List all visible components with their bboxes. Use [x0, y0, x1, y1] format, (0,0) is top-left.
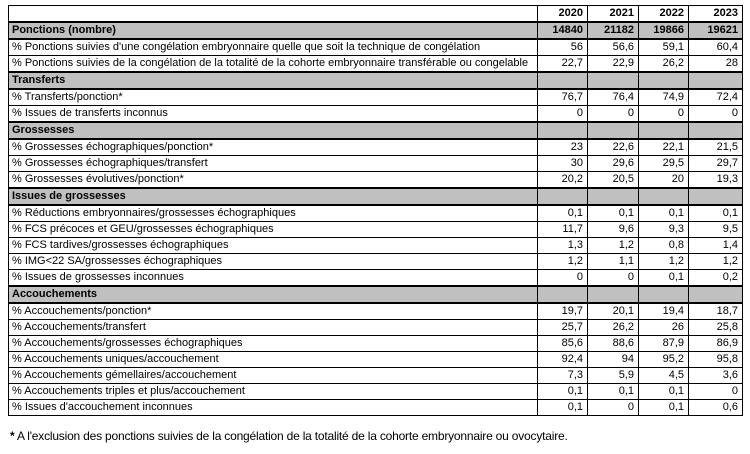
table-row — [9, 156, 743, 172]
table-row — [9, 106, 743, 123]
table-row — [9, 22, 743, 39]
row-value: 59,1 — [639, 39, 689, 56]
row-value: 56 — [538, 39, 588, 56]
year-header-empty-cell — [9, 6, 538, 23]
row-value: 0 — [538, 106, 588, 123]
year-header-cell-2023: 2023 — [689, 6, 743, 23]
row-value: 20 — [639, 172, 689, 189]
footnote-marker: * — [10, 429, 15, 443]
row-value: 1,2 — [639, 254, 689, 270]
row-value: 21,5 — [689, 139, 743, 156]
table-row — [9, 400, 743, 416]
row-value: 26 — [639, 320, 689, 336]
table-row — [9, 320, 743, 336]
row-value: 72,4 — [689, 89, 743, 106]
row-label: % Accouchements/transfert — [9, 320, 538, 336]
row-value — [538, 286, 588, 303]
row-label: % Accouchements/grossesses échographiques — [9, 336, 538, 352]
row-value: 0,6 — [689, 400, 743, 416]
row-value: 28 — [689, 56, 743, 73]
row-value: 0,1 — [639, 205, 689, 222]
row-label: % Issues de transferts inconnus — [9, 106, 538, 123]
row-value — [588, 188, 639, 205]
row-label: % FCS tardives/grossesses échographiques — [9, 238, 538, 254]
table-row — [9, 368, 743, 384]
row-value: 29,6 — [588, 156, 639, 172]
row-value: 30 — [538, 156, 588, 172]
row-value: 1,3 — [538, 238, 588, 254]
row-value: 0,1 — [588, 205, 639, 222]
row-value: 19866 — [639, 22, 689, 39]
row-value — [639, 122, 689, 139]
row-value: 88,6 — [588, 336, 639, 352]
row-value: 95,2 — [639, 352, 689, 368]
row-value: 0 — [588, 106, 639, 123]
row-label: % Transferts/ponction* — [9, 89, 538, 106]
table-row — [9, 384, 743, 400]
row-value: 19,3 — [689, 172, 743, 189]
row-value: 76,4 — [588, 89, 639, 106]
row-label: Ponctions (nombre) — [9, 22, 538, 39]
row-label: % IMG<22 SA/grossesses échographiques — [9, 254, 538, 270]
table-row — [9, 56, 743, 73]
row-value: 7,3 — [538, 368, 588, 384]
row-value: 9,5 — [689, 222, 743, 238]
row-value — [639, 188, 689, 205]
row-value — [689, 122, 743, 139]
year-header-cell-2020: 2020 — [538, 6, 588, 23]
row-value — [538, 188, 588, 205]
row-label: Transferts — [9, 72, 538, 89]
row-value: 56,6 — [588, 39, 639, 56]
row-label: % Issues de grossesses inconnues — [9, 270, 538, 287]
row-value — [588, 122, 639, 139]
table-row — [9, 89, 743, 106]
row-value: 0,1 — [689, 205, 743, 222]
row-label: % Grossesses échographiques/ponction* — [9, 139, 538, 156]
row-value: 20,5 — [588, 172, 639, 189]
row-value: 23 — [538, 139, 588, 156]
table-row — [9, 205, 743, 222]
row-value: 95,8 — [689, 352, 743, 368]
table-row — [9, 303, 743, 320]
table-row — [9, 188, 743, 205]
table-row — [9, 238, 743, 254]
row-value: 76,7 — [538, 89, 588, 106]
footnote-text: A l'exclusion des ponctions suivies de la congélation de la totalité de la cohorte embryonnaire ou ovocytaire. — [14, 429, 568, 443]
row-value: 22,9 — [588, 56, 639, 73]
table-row — [9, 122, 743, 139]
row-value: 0,1 — [588, 384, 639, 400]
row-value: 0,1 — [538, 384, 588, 400]
row-label: Grossesses — [9, 122, 538, 139]
row-value: 25,8 — [689, 320, 743, 336]
row-value: 22,6 — [588, 139, 639, 156]
row-value: 74,9 — [639, 89, 689, 106]
row-value — [639, 286, 689, 303]
row-value: 14840 — [538, 22, 588, 39]
row-label: % Ponctions suivies d'une congélation embryonnaire quelle que soit la technique de congélation — [9, 39, 538, 56]
row-value: 19621 — [689, 22, 743, 39]
row-value: 87,9 — [639, 336, 689, 352]
row-value: 0 — [538, 270, 588, 287]
row-value: 19,7 — [538, 303, 588, 320]
table-row — [9, 222, 743, 238]
row-value: 3,6 — [689, 368, 743, 384]
row-label: % FCS précoces et GEU/grossesses échographiques — [9, 222, 538, 238]
row-value: 0 — [689, 384, 743, 400]
row-value: 26,2 — [588, 320, 639, 336]
row-label: % Accouchements gémellaires/accouchement — [9, 368, 538, 384]
table-row — [9, 139, 743, 156]
row-value: 20,1 — [588, 303, 639, 320]
row-value: 18,7 — [689, 303, 743, 320]
row-value — [538, 122, 588, 139]
row-value: 1,1 — [588, 254, 639, 270]
year-header-cell-2021: 2021 — [588, 6, 639, 23]
row-value — [538, 72, 588, 89]
row-value: 86,9 — [689, 336, 743, 352]
row-value: 25,7 — [538, 320, 588, 336]
row-value: 19,4 — [639, 303, 689, 320]
row-label: % Accouchements uniques/accouchement — [9, 352, 538, 368]
row-value — [588, 72, 639, 89]
row-label: % Réductions embryonnaires/grossesses échographiques — [9, 205, 538, 222]
row-value: 0 — [689, 106, 743, 123]
row-value: 0 — [639, 106, 689, 123]
table-row — [9, 270, 743, 287]
row-value: 20,2 — [538, 172, 588, 189]
table-row — [9, 254, 743, 270]
row-value: 1,4 — [689, 238, 743, 254]
table-row — [9, 172, 743, 189]
table-row — [9, 72, 743, 89]
row-value: 60,4 — [689, 39, 743, 56]
table-row — [9, 336, 743, 352]
table-row — [9, 286, 743, 303]
row-label: Accouchements — [9, 286, 538, 303]
row-value: 4,5 — [639, 368, 689, 384]
row-value: 0,1 — [538, 400, 588, 416]
row-value: 22,1 — [639, 139, 689, 156]
row-value: 9,6 — [588, 222, 639, 238]
row-value — [689, 286, 743, 303]
row-value: 0,1 — [538, 205, 588, 222]
row-value: 5,9 — [588, 368, 639, 384]
row-label: Issues de grossesses — [9, 188, 538, 205]
row-label: % Grossesses échographiques/transfert — [9, 156, 538, 172]
year-header-cell-2022: 2022 — [639, 6, 689, 23]
row-value: 0,1 — [639, 400, 689, 416]
row-label: % Ponctions suivies de la congélation de la totalité de la cohorte embryonnaire transférable ou congelable — [9, 56, 538, 73]
row-value: 94 — [588, 352, 639, 368]
row-value: 29,7 — [689, 156, 743, 172]
footnote — [10, 429, 568, 444]
row-value: 0,1 — [639, 384, 689, 400]
row-value: 1,2 — [538, 254, 588, 270]
table-row — [9, 352, 743, 368]
row-label: % Accouchements/ponction* — [9, 303, 538, 320]
row-value: 0,8 — [639, 238, 689, 254]
row-label: % Accouchements triples et plus/accouchement — [9, 384, 538, 400]
row-value: 92,4 — [538, 352, 588, 368]
row-value: 22,7 — [538, 56, 588, 73]
row-value — [689, 188, 743, 205]
row-value: 1,2 — [689, 254, 743, 270]
row-value: 11,7 — [538, 222, 588, 238]
row-value: 29,5 — [639, 156, 689, 172]
row-label: % Issues d'accouchement inconnues — [9, 400, 538, 416]
year-header-row — [9, 6, 743, 23]
row-label: % Grossesses évolutives/ponction* — [9, 172, 538, 189]
row-value: 0 — [588, 270, 639, 287]
row-value: 9,3 — [639, 222, 689, 238]
row-value: 0,1 — [639, 270, 689, 287]
row-value — [639, 72, 689, 89]
stats-table — [8, 5, 743, 416]
row-value: 85,6 — [538, 336, 588, 352]
row-value: 0 — [588, 400, 639, 416]
row-value: 1,2 — [588, 238, 639, 254]
row-value — [588, 286, 639, 303]
row-value — [689, 72, 743, 89]
stats-table-body — [9, 6, 743, 416]
row-value: 0,2 — [689, 270, 743, 287]
table-row — [9, 39, 743, 56]
row-value: 26,2 — [639, 56, 689, 73]
row-value: 21182 — [588, 22, 639, 39]
